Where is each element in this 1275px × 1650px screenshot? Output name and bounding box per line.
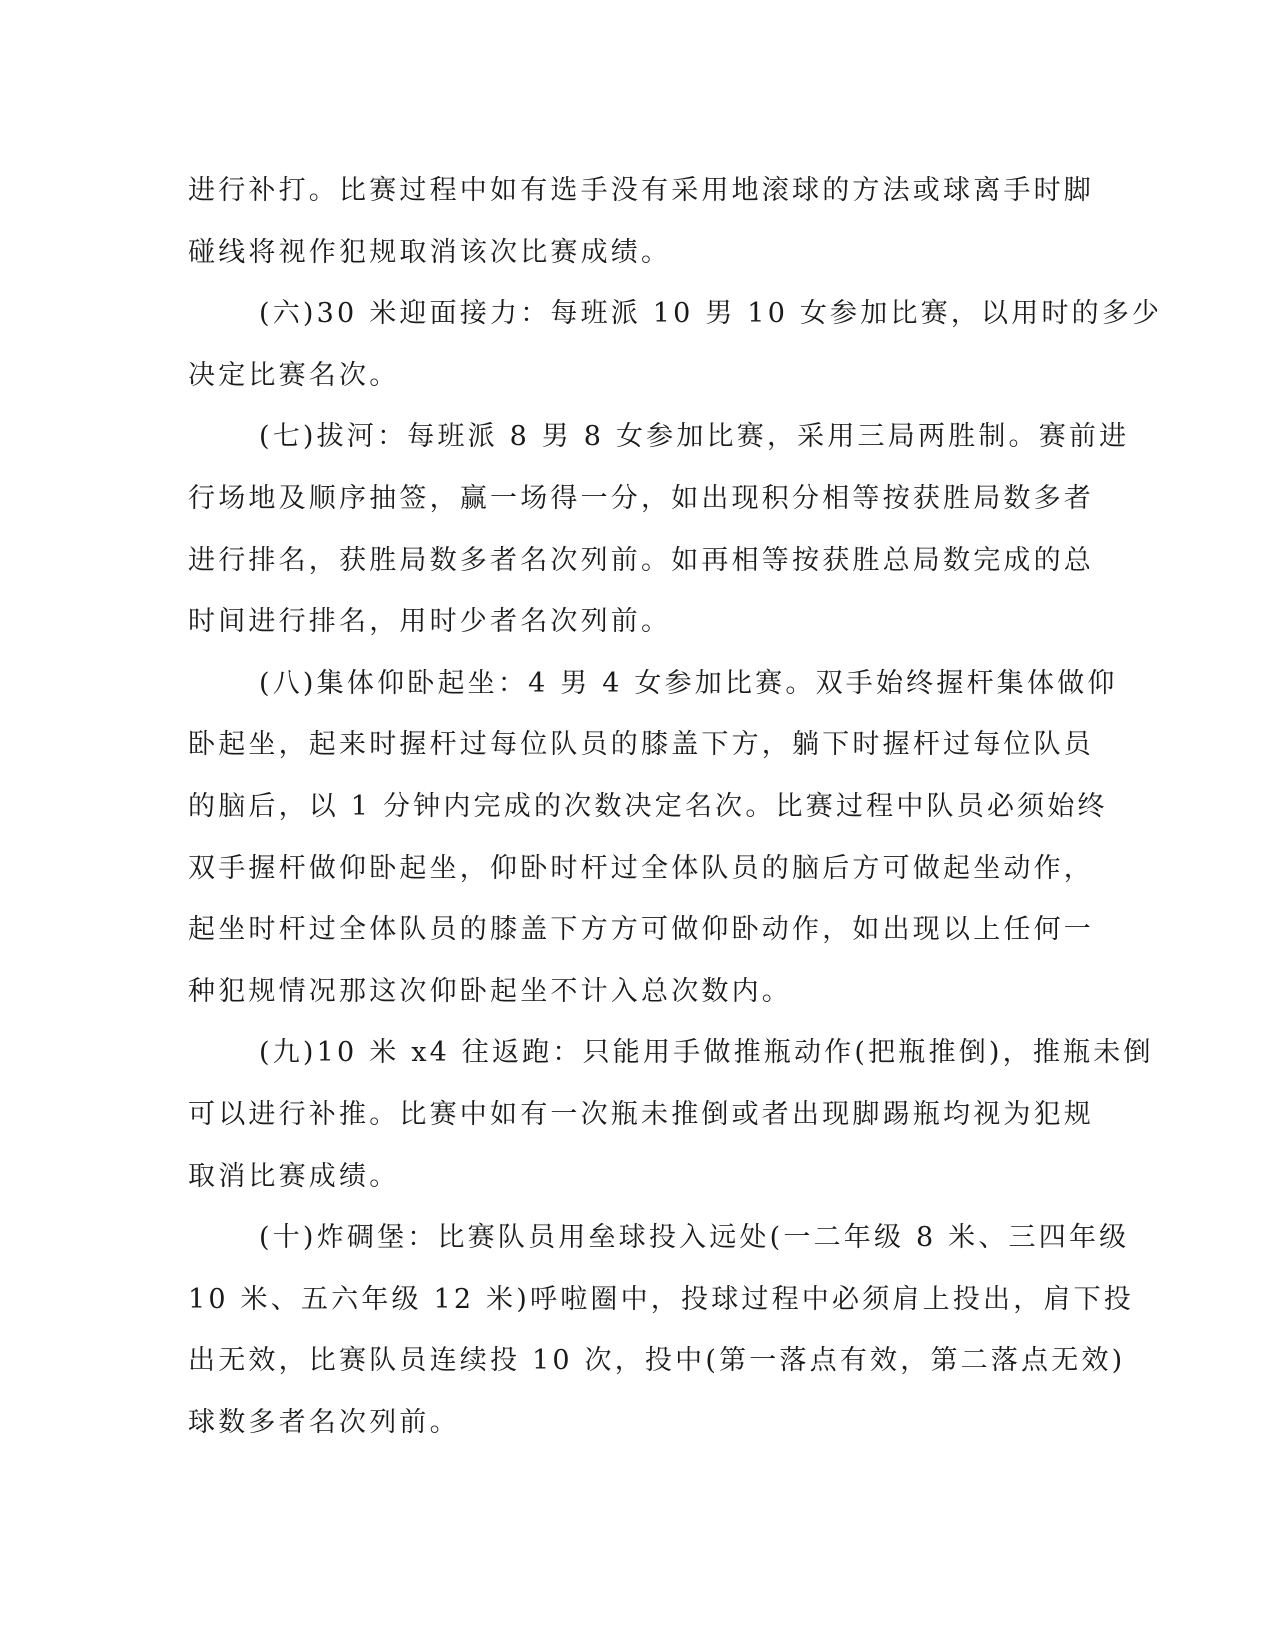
text-line: 双手握杆做仰卧起坐，仰卧时杆过全体队员的脑后方可做起坐动作， xyxy=(188,852,1094,884)
text-line: 起坐时杆过全体队员的膝盖下方方可做仰卧动作，如出现以上任何一 xyxy=(188,914,1094,946)
text-line: (七)拔河：每班派 8 男 8 女参加比赛，采用三局两胜制。赛前进 xyxy=(259,421,1130,453)
text-line: 卧起坐，起来时握杆过每位队员的膝盖下方，躺下时握杆过每位队员 xyxy=(188,729,1094,761)
text-line: 碰线将视作犯规取消该次比赛成绩。 xyxy=(188,236,672,268)
text-line: 的脑后，以 1 分钟内完成的次数决定名次。比赛过程中队员必须始终 xyxy=(188,790,1108,822)
paragraph-item-9 xyxy=(188,1022,1154,1207)
text-line: (六)30 米迎面接力：每班派 10 男 10 女参加比赛，以用时的多少 xyxy=(259,298,1163,330)
text-line: 可以进行补推。比赛中如有一次瓶未推倒或者出现脚踢瓶均视为犯规 xyxy=(188,1098,1094,1130)
paragraph-item-6 xyxy=(188,283,1163,406)
text-line: (九)10 米 x4 往返跑：只能用手做推瓶动作(把瓶推倒)，推瓶未倒 xyxy=(259,1037,1154,1069)
text-line: (八)集体仰卧起坐：4 男 4 女参加比赛。双手始终握杆集体做仰 xyxy=(259,667,1118,699)
text-line: 种犯规情况那这次仰卧起坐不计入总次数内。 xyxy=(188,975,792,1007)
paragraph-item-10 xyxy=(188,1207,1134,1453)
text-line: 10 米、五六年级 12 米)呼啦圈中，投球过程中必须肩上投出，肩下投 xyxy=(188,1283,1134,1315)
text-line: 取消比赛成绩。 xyxy=(188,1160,400,1192)
text-line: 进行排名，获胜局数多者名次列前。如再相等按获胜总局数完成的总 xyxy=(188,544,1094,576)
paragraph-item-7 xyxy=(188,406,1130,652)
text-line: 行场地及顺序抽签，赢一场得一分，如出现积分相等按获胜局数多者 xyxy=(188,482,1094,514)
text-line: 决定比赛名次。 xyxy=(188,359,400,391)
text-line: 时间进行排名，用时少者名次列前。 xyxy=(188,606,672,638)
document-body xyxy=(188,160,1163,1453)
text-line: 出无效，比赛队员连续投 10 次，投中(第一落点有效，第二落点无效) xyxy=(188,1345,1126,1377)
text-line: 进行补打。比赛过程中如有选手没有采用地滚球的方法或球离手时脚 xyxy=(188,175,1094,206)
paragraph-item-8 xyxy=(188,653,1118,1023)
paragraph-continuation xyxy=(188,160,1094,283)
text-line: 球数多者名次列前。 xyxy=(188,1406,460,1438)
text-line: (十)炸碉堡：比赛队员用垒球投入远处(一二年级 8 米、三四年级 xyxy=(259,1222,1130,1254)
